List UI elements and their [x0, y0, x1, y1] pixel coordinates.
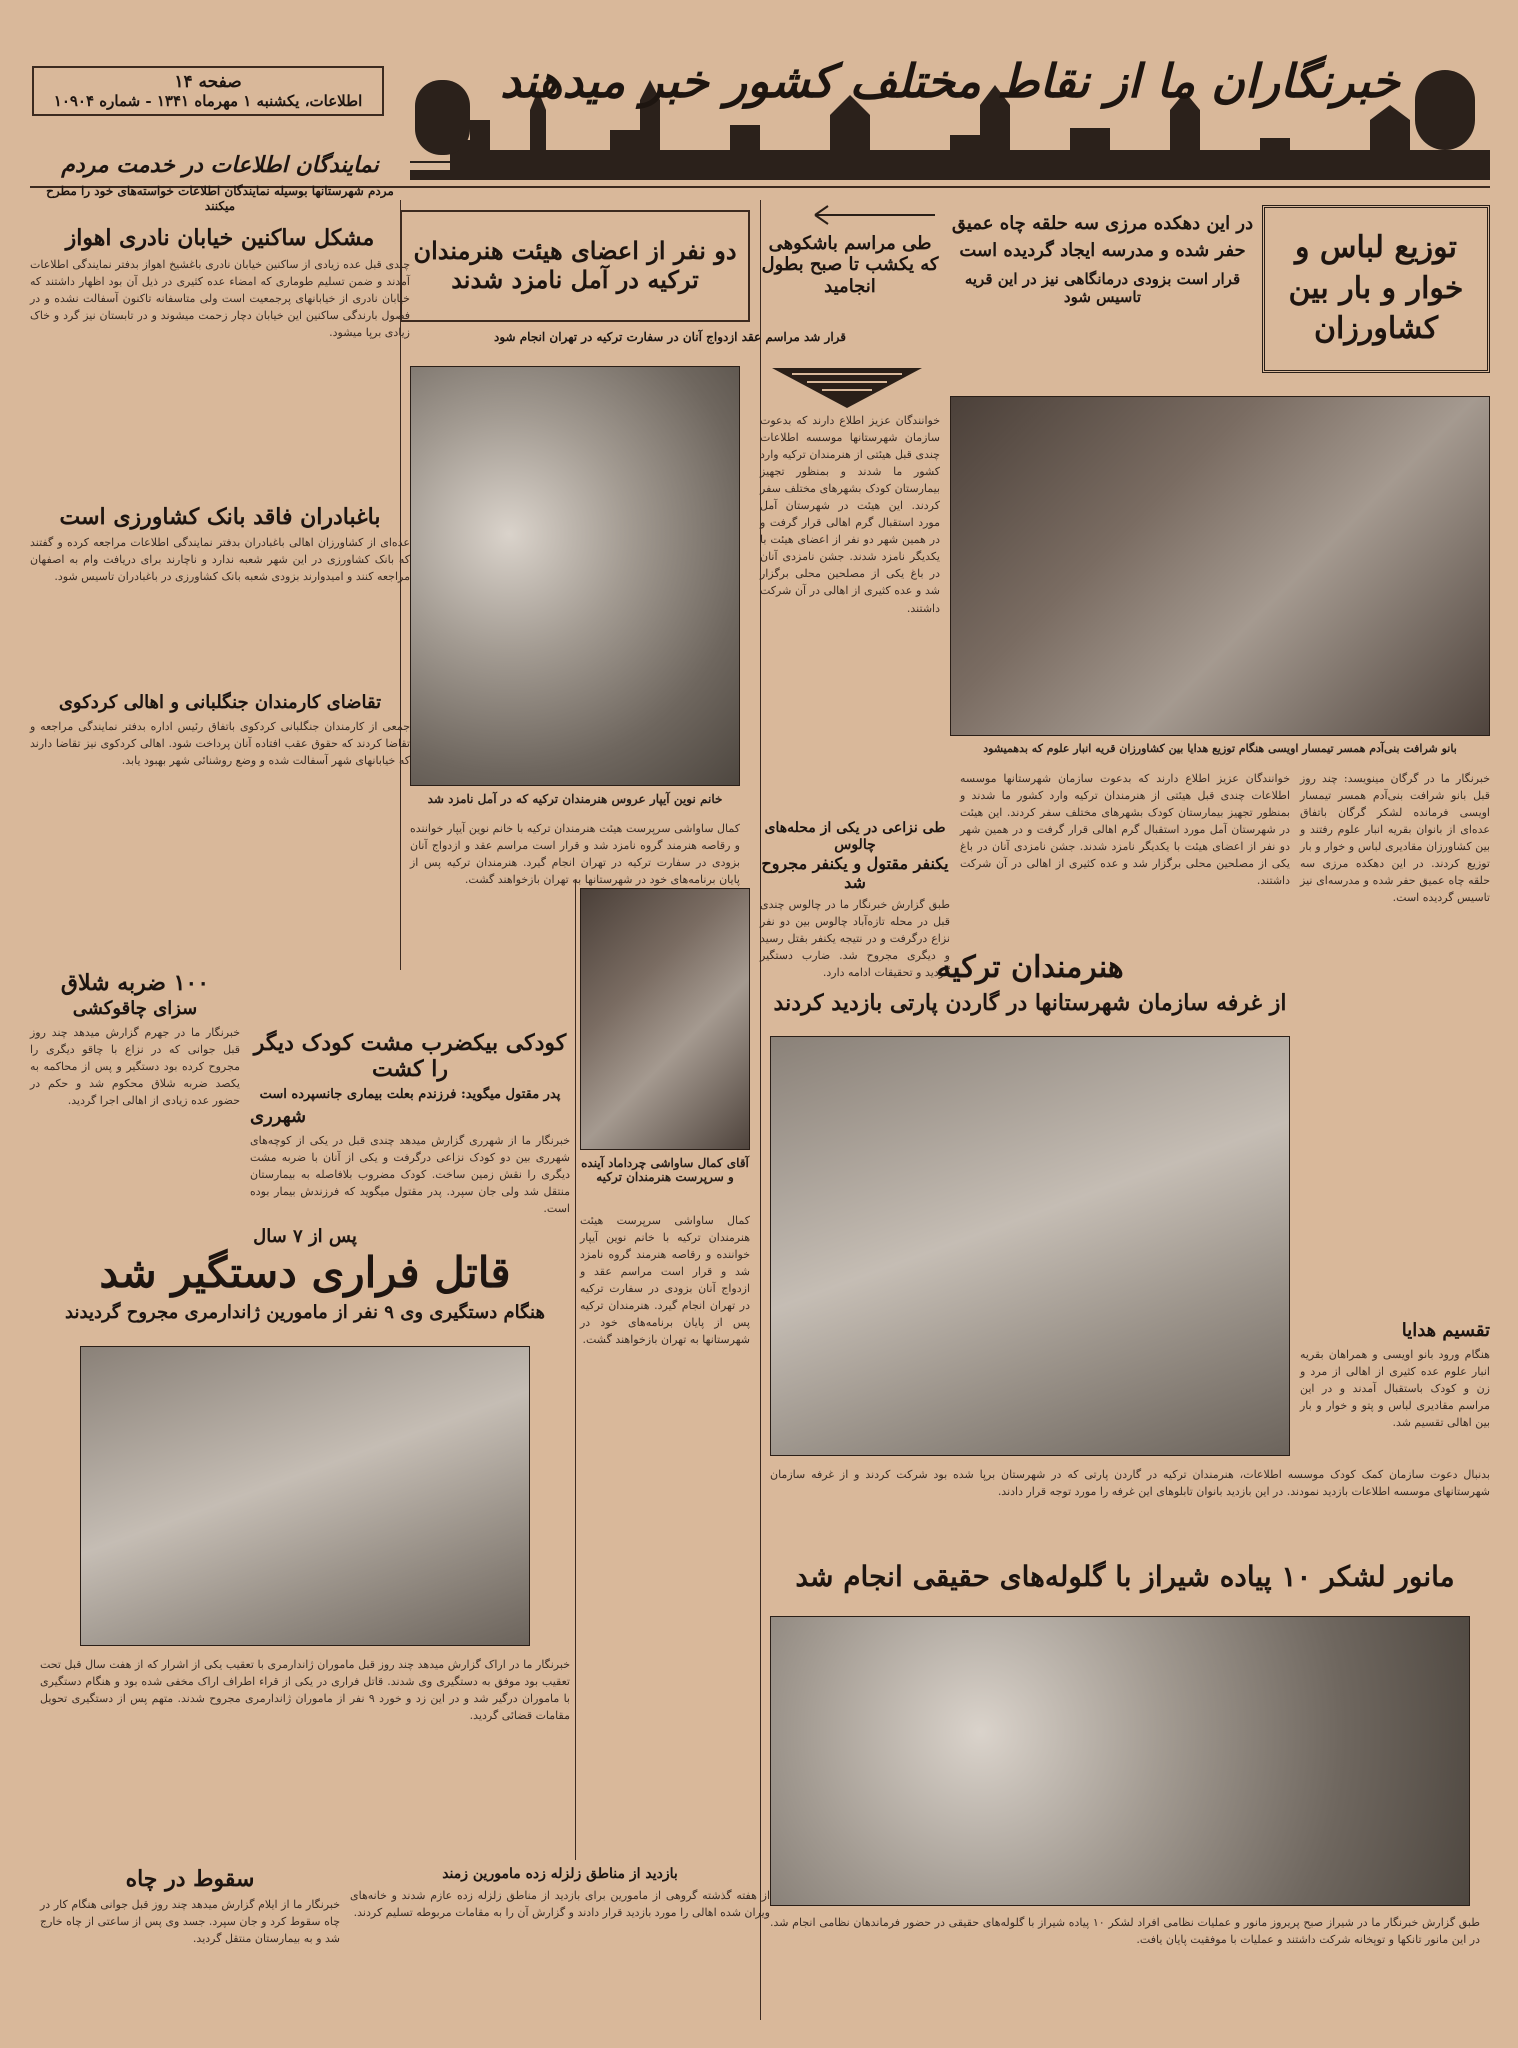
clothing-body: خبرنگار ما در گرگان مینویسد: چند روز قبل بانو شرافت بنی‌آدم همسر تیمسار اویسی فرمانده لشکر گرگان باتفاق عده‌ای از بانوان بقریه انبار علوم رفتند و بین کشاورزان مقادیری لباس و خوار و بار توزیع کردند. در این دهکده مرزی سه حلقه چاه عمیق حفر شده و مدرسه‌ای نیز تاسیس گردیده است.	[1300, 772, 1490, 905]
turkey-headline: دو نفر از اعضای هیئت هنرمندان ترکیه در آمل نامزد شدند	[413, 236, 737, 294]
column-rule-2	[760, 200, 761, 2020]
ahvaz-headline: مشکل ساکنین خیابان نادری اهواز	[65, 225, 375, 252]
artists-body: بدنبال دعوت سازمان کمک کودک موسسه اطلاعات، هنرمندان ترکیه در گاردن پارتی که در شهرستان برپا شده بود شرکت کردند و از غرفه سازمان شهرستانهای موسسه اطلاعات بازدید نمودند. در این بازدید بانوان تابلوهای این غرفه را مورد توجه قرار دادند.	[770, 1468, 1490, 1499]
turkey-headline-box	[400, 210, 750, 322]
column-rule-3	[575, 880, 576, 1860]
artists-headline: هنرمندان ترکیه	[936, 950, 1124, 985]
clothing-subhead: قرار است بزودی درمانگاهی نیز در این قریه تاسیس شود	[964, 270, 1241, 306]
fall-body: خبرنگار ما از ایلام گزارش میدهد چند روز قبل جوانی هنگام کار در چاه سقوط کرد و جان سپرد. جسد وی پس از ساعتی از چاه خارج شد و به بیمارستان منتقل گردید.	[40, 1898, 340, 1946]
sidebar-subtitle: مردم شهرستانها بوسیله نمایندگان اطلاعات خواسته‌های خود را مطرح میکنند	[46, 184, 394, 213]
escape-story	[40, 1226, 570, 1346]
bride-photo	[410, 366, 740, 786]
maneuver-photo	[770, 1616, 1470, 1906]
clothing-caption: بانو شرافت بنی‌آدم همسر تیمسار اویسی هنگام توزیع هدایا بین کشاورزان قریه انبار علوم که بدهمیشود	[983, 742, 1457, 755]
escape-headline: قاتل فراری دستگیر شد	[99, 1247, 511, 1297]
escape-kicker: پس از ۷ سال	[253, 1226, 357, 1247]
arrow-icon	[800, 200, 940, 230]
escape-subhead: هنگام دستگیری وی ۹ نفر از مامورین ژاندارمری مجروح گردیدند	[65, 1301, 545, 1323]
maneuver-body: طبق گزارش خبرنگار ما در شیراز صبح پریروز مانور و عملیات نظامی افراد لشکر ۱۰ پیاده شیراز با گلوله‌های حقیقی در حضور فرماندهان نظامی انجام شد. در این مانور تانکها و توپخانه شرکت داشتند و عملیات با موفقیت پایان یافت.	[770, 1916, 1480, 1947]
fight-subhead: پدر مقتول میگوید: فرزندم بعلت بیماری جانسپرده است	[259, 1086, 561, 1102]
quake-story	[350, 1866, 770, 2026]
dateline: اطلاعات، یکشنبه ۱ مهرماه ۱۳۴۱ - شماره ۱۰۹۰۴	[53, 92, 363, 111]
artists-story	[770, 950, 1290, 1030]
fall-story	[40, 1866, 340, 2026]
maneuver-headline: مانور لشکر ۱۰ پیاده شیراز با گلوله‌های حقیقی انجام شد	[795, 1560, 1455, 1593]
turkey-subhead: قرار شد مراسم عقد ازدواج آنان در سفارت ترکیه در تهران انجام شود	[493, 330, 847, 344]
sidebar-title: نمایندگان اطلاعات در خدمت مردم	[61, 152, 379, 178]
fall-headline: سقوط در چاه	[125, 1866, 255, 1892]
clothing-body-2: خوانندگان عزیز اطلاع دارند که بدعوت سازمان شهرستانها موسسه اطلاعات چندی قبل هیئتی از هنرمندان ترکیه وارد کشور ما شدند و بمنظور تجهیز بیمارستان کودک بشهرهای مختلف سفر کردند. این هیئت در شهرستان آمل مورد استقبال گرم اهالی قرار گرفت و در همین شهر دو نفر از اعضای هیئت با یکدیگر نامزد شدند. جشن نامزدی آنان در باغ یکی از مصلحین محلی برگزار شد و عده کثیری از اهالی در آن شرکت داشتند.	[960, 772, 1290, 888]
dateline-box	[32, 66, 384, 116]
gifts-body: هنگام ورود بانو اویسی و همراهان بقریه انبار علوم عده کثیری از اهالی از مرد و زن و کودک باستقبال آمدند و در این مراسم مقادیری لباس و پتو و خوار و بار بین اهالی تقسیم شد.	[1300, 1347, 1490, 1429]
chalus-subhead: یکنفر مقتول و یکنفر مجروح شد	[761, 853, 949, 892]
groom-photo	[580, 888, 750, 1150]
fight-location: شهرری	[250, 1106, 307, 1128]
clothing-headline-box	[950, 210, 1255, 360]
ceremony-box	[760, 220, 940, 310]
garden-headline: باغبادران فاقد بانک کشاورزی است	[59, 503, 381, 530]
clothing-headline: در این دهکده مرزی سه حلقه چاه عمیق حفر شده و مدرسه ایجاد گردیده است	[951, 213, 1254, 261]
gifts-headline: تقسیم هدایا	[1401, 1320, 1490, 1341]
kordkuy-body: جمعی از کارمندان جنگلبانی کردکوی باتفاق رئیس اداره بدفتر نمایندگی مراجعه و تقاضا کردند که حقوق عقب افتاده آنان پرداخت شود. اهالی کردکوی نیز تقاضا دارند که خیابانهای شهر آسفالت شده و وضع روشنائی شهر بهبود یابد.	[30, 719, 410, 767]
ahvaz-body: چندی قبل عده زیادی از ساکنین خیابان نادری باغشیخ اهواز بدفتر نمایندگی اطلاعات آمدند و ضمن تسلیم طوماری که امضاء عده کثیری در ذیل آن بود اظهار داشتند که خیابان نادری از خیابانهای پرجمعیت است ولی متاسفانه تاکنون آسفالت نشده و در فصول بارندگی ساکنین این خیابان دچار زحمت میشوند و در تابستان نیز گرد و خاک زیادی برپا میشود.	[30, 257, 410, 339]
soldiers-photo	[80, 1346, 530, 1646]
bride-caption: خانم نوین آیپار عروس هنرمندان ترکیه که در آمل نامزد شد	[427, 792, 723, 806]
clothing-stamp-text: توزیع لباس و خوار و بار بین کشاورزان	[1288, 230, 1464, 347]
turkey-body-lower: کمال ساواشی سرپرست هیئت هنرمندان ترکیه با خانم نوین آیپار خواننده و رقاصه هنرمند گروه نامزد شد و قرار است مراسم عقد و ازدواج آنان بزودی در سفارت ترکیه در تهران انجام گیرد. هنرمندان ترکیه پس از پایان برنامه‌های خود در شهرستانها به تهران بازخواهند گشت.	[410, 822, 740, 887]
chalus-headline: طی نزاعی در یکی از محله‌های چالوس	[764, 820, 946, 853]
ornament-icon	[772, 368, 922, 408]
groom-caption: آقای کمال ساواشی چرداماد آینده و سرپرست هنرمندان ترکیه	[581, 1156, 749, 1184]
quake-body: از هفته گذشته گروهی از مامورین برای بازدید از مناطق زلزله زده عازم شدند و خانه‌های ویران شده اهالی را مورد بازدید قرار دادند و گزارش آن را به مقامات مربوطه تسلیم کردند.	[350, 1888, 770, 1919]
chalus-story	[760, 820, 950, 980]
lashes-headline: ۱۰۰ ضربه شلاق	[60, 970, 210, 996]
quake-headline: بازدید از مناطق زلزله زده مامورین زمند	[442, 1866, 678, 1882]
fight-headline: کودکی بیکضرب مشت کودک دیگر را کشت	[253, 1030, 567, 1083]
turkey-body: خوانندگان عزیز اطلاع دارند که بدعوت سازمان شهرستانها موسسه اطلاعات چندی قبل هیئتی از هنرمندان ترکیه وارد کشور ما شدند و بمنظور تجهیز بیمارستان کودک بشهرهای مختلف سفر کردند. این هیئت در شهرستان آمل مورد استقبال گرم اهالی قرار گرفت و در همین شهر دو نفر از اعضای هیئت با یکدیگر نامزد شدند. جشن نامزدی آنان در باغ یکی از مصلحین محلی برگزار شد و عده کثیری از اهالی در آن شرکت داشتند.	[760, 414, 940, 615]
chalus-body: طبق گزارش خبرنگار ما در چالوس چندی قبل در محله تازه‌آباد چالوس بین دو نفر نزاع درگرفت و در نتیجه یکنفر بقتل رسید و دیگری مجروح شد. ضارب دستگیر گردید و تحقیقات ادامه دارد.	[760, 897, 950, 980]
clothing-stamp	[1262, 205, 1490, 373]
clothing-photo	[950, 396, 1490, 736]
fight-body: خبرنگار ما از شهرری گزارش میدهد چندی قبل در یکی از کوچه‌های شهرری بین دو کودک نزاعی درگرفت و یکی از آنان با ضربه مشت دیگری را نقش زمین ساخت. کودک مضروب بلافاصله به بیمارستان منتقل شد ولی جان سپرد. پدر مقتول میگوید که فرزندش بیمار بوده است.	[250, 1133, 570, 1216]
garden-body: عده‌ای از کشاورزان اهالی باغبادران بدفتر نمایندگی اطلاعات مراجعه کرده و گفتند که بانک کشاورزی در این شهر شعبه ندارد و ناچارند برای دریافت وام به اصفهان مراجعه کنند و امیدوارند بزودی شعبه بانک کشاورزی در باغبادران تاسیس شود.	[30, 535, 410, 584]
lashes-subhead: سزای چاقوکشی	[72, 998, 198, 1020]
kordkuy-headline: تقاضای کارمندان جنگلبانی و اهالی کردکوی	[58, 691, 382, 713]
masthead-title: خبرنگاران ما از نقاط مختلف کشور خبر میدهند	[500, 54, 1400, 108]
artists-photo	[770, 1036, 1290, 1456]
page-label: صفحه ۱۴	[174, 71, 242, 92]
ceremony-text: طی مراسم باشکوهی که یکشب تا صبح بطول انجامید	[761, 232, 939, 297]
artists-subhead: از غرفه سازمان شهرستانها در گاردن پارتی بازدید کردند	[773, 990, 1287, 1016]
lashes-body: خبرنگار ما در جهرم گزارش میدهد چند روز قبل جوانی که در نزاع با چاقو دیگری را مجروح کرده بود دستگیر و پس از محاکمه به یکصد ضربه شلاق محکوم شد و حکم در حضور عده زیادی از اهالی اجرا گردید.	[30, 1025, 240, 1108]
escape-body: خبرنگار ما در اراک گزارش میدهد چند روز قبل ماموران ژاندارمری با تعقیب یکی از اشرار که از هفت سال قبل تحت تعقیب بود موفق به دستگیری وی شدند. قاتل فراری در یکی از قراء اطراف اراک مخفی شده بود و هنگام دستگیری با ماموران درگیر شد و در این زد و خورد ۹ نفر از ماموران ژاندارمری مجروح شدند. متهم پس از دستگیری تحویل مقامات قضائی گردید.	[40, 1658, 570, 1723]
groom-body: کمال ساواشی سرپرست هیئت هنرمندان ترکیه با خانم نوین آیپار خواننده و رقاصه هنرمند گروه نامزد شد و قرار است مراسم عقد و ازدواج آنان بزودی در سفارت ترکیه در تهران انجام گیرد. هنرمندان ترکیه پس از پایان برنامه‌های خود در شهرستانها به تهران بازخواهند گشت.	[580, 1214, 750, 1347]
